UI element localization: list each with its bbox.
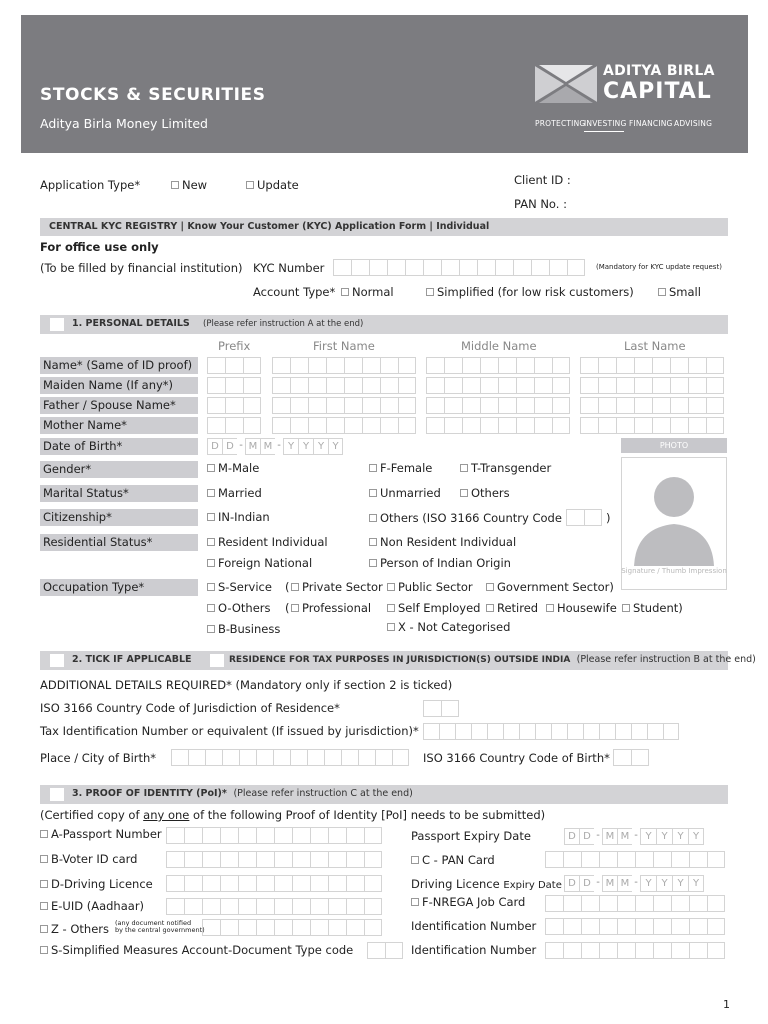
checkbox-pio[interactable] (369, 559, 377, 567)
name-middle-field[interactable] (426, 357, 570, 374)
occupation-not-categorised-option[interactable]: X - Not Categorised (387, 620, 510, 634)
passport-expiry-field[interactable]: D D - M M - Y Y Y Y (564, 828, 704, 845)
brand-logo-icon (535, 65, 597, 103)
column-last-name: Last Name (624, 339, 686, 353)
occupation-professional-option[interactable]: Professional (291, 601, 371, 615)
name-prefix-field[interactable] (207, 357, 261, 374)
marital-unmarried-option[interactable]: Unmarried (369, 486, 441, 500)
passport-number-field[interactable] (166, 827, 382, 844)
checkbox-new[interactable] (171, 181, 179, 189)
checkbox-normal[interactable] (341, 288, 349, 296)
maiden-name-label: Maiden Name (If any*) (40, 377, 198, 394)
poi-voter-option[interactable]: B-Voter ID card (40, 852, 137, 866)
others-note: (any document notified by the central government) (115, 919, 205, 934)
name-first-field[interactable] (272, 357, 416, 374)
checkbox-retired[interactable] (486, 604, 494, 612)
passport-expiry-label: Passport Expiry Date (411, 829, 531, 843)
checkbox-housewife[interactable] (546, 604, 554, 612)
driving-expiry-field[interactable]: D D - M M - Y Y Y Y (564, 875, 704, 892)
occupation-housewife-option[interactable]: Housewife (546, 601, 617, 615)
occupation-others-option[interactable]: O-Others (207, 601, 271, 615)
occupation-business-option[interactable]: B-Business (207, 622, 280, 636)
checkbox-not-categorised[interactable] (387, 623, 395, 631)
mother-first-field[interactable] (272, 417, 416, 434)
checkbox-professional[interactable] (291, 604, 299, 612)
kyc-mandatory-note: (Mandatory for KYC update request) (596, 263, 722, 271)
occupation-retired-option[interactable]: Retired (486, 601, 538, 615)
checkbox-passport[interactable] (40, 830, 48, 838)
nrega-field[interactable] (545, 895, 725, 912)
column-middle-name: Middle Name (461, 339, 537, 353)
tagline-investing: INVESTING (584, 119, 627, 128)
photo-label: PHOTO (621, 438, 727, 453)
checkbox-update[interactable] (246, 181, 254, 189)
checkbox-pan[interactable] (411, 856, 419, 864)
marital-status-label: Marital Status* (40, 485, 198, 502)
financial-institution-note: (To be filled by financial institution) (40, 261, 243, 275)
maiden-first-field[interactable] (272, 377, 416, 394)
checkbox-student[interactable] (622, 604, 630, 612)
occupation-others-open-paren: ( (285, 601, 290, 615)
checkbox-nri[interactable] (369, 538, 377, 546)
pan-label: PAN No. : (514, 197, 567, 211)
application-update-option[interactable]: Update (246, 178, 299, 192)
checkbox-small[interactable] (658, 288, 666, 296)
tin-label: Tax Identification Number or equivalent (If issued by jurisdiction)* (40, 724, 419, 738)
gender-label: Gender* (40, 461, 198, 478)
poi-aadhaar-option[interactable]: E-UID (Aadhaar) (40, 899, 144, 913)
checkbox-female[interactable] (369, 464, 377, 472)
driving-expiry-label: Driving Licence Expiry Date (411, 877, 562, 891)
checkbox-voter[interactable] (40, 855, 48, 863)
checkbox-marital-others[interactable] (460, 489, 468, 497)
poi-nrega-option[interactable]: F-NREGA Job Card (411, 895, 525, 909)
checkbox-transgender[interactable] (460, 464, 468, 472)
simplified-doc-code-field[interactable] (367, 942, 403, 959)
checkbox-married[interactable] (207, 489, 215, 497)
father-middle-field[interactable] (426, 397, 570, 414)
tagline-protecting: PROTECTING (535, 119, 586, 128)
account-normal-option[interactable]: Normal (341, 285, 394, 299)
dob-label: Date of Birth* (40, 438, 198, 455)
identification-number-field-1[interactable] (545, 918, 725, 935)
checkbox-aadhaar[interactable] (40, 902, 48, 910)
section2-title: 2. TICK IF APPLICABLE (72, 654, 192, 665)
poi-intro: (Certified copy of any one of the following Proof of Identity [PoI] needs to be submitted) (40, 808, 546, 822)
place-of-birth-label: Place / City of Birth* (40, 751, 157, 765)
section3-bar (40, 785, 728, 804)
tin-field[interactable] (423, 723, 679, 740)
checkbox-resident[interactable] (207, 538, 215, 546)
identification-number-field-2[interactable] (545, 942, 725, 959)
kyc-number-field[interactable] (333, 259, 585, 276)
additional-details-heading: ADDITIONAL DETAILS REQUIRED* (Mandatory only if section 2 is ticked) (40, 678, 453, 692)
checkbox-business[interactable] (207, 625, 215, 633)
poi-pan-option[interactable]: C - PAN Card (411, 853, 495, 867)
pan-card-field[interactable] (545, 851, 725, 868)
citizenship-country-code-field[interactable] (566, 509, 602, 526)
gender-female-option[interactable]: F-Female (369, 461, 432, 475)
name-label: Name* (Same of ID proof) (40, 357, 198, 374)
checkbox-simplified-measures[interactable] (40, 946, 48, 954)
checkbox-poi-others[interactable] (40, 925, 48, 933)
checkbox-indian[interactable] (207, 513, 215, 521)
checkbox-government[interactable] (486, 583, 494, 591)
mother-last-field[interactable] (580, 417, 724, 434)
iso-residence-field[interactable] (423, 700, 459, 717)
account-small-option[interactable]: Small (658, 285, 701, 299)
application-type-label: Application Type* (40, 178, 141, 192)
citizenship-close-paren: ) (606, 511, 611, 525)
father-prefix-field[interactable] (207, 397, 261, 414)
residential-resident-option[interactable]: Resident Individual (207, 535, 328, 549)
column-first-name: First Name (313, 339, 375, 353)
tagline-financing: FINANCING (629, 119, 673, 128)
occupation-public-option[interactable]: Public Sector (387, 580, 473, 594)
section2-checkbox[interactable] (50, 654, 64, 667)
poi-driving-option[interactable]: D-Driving Licence (40, 877, 153, 891)
iso-birth-label: ISO 3166 Country Code of Birth* (423, 751, 610, 765)
gender-transgender-option[interactable]: T-Transgender (460, 461, 551, 475)
account-simplified-option[interactable]: Simplified (for low risk customers) (426, 285, 634, 299)
header-banner (21, 15, 748, 153)
tagline-underline (584, 131, 624, 132)
occupation-student-option[interactable]: Student) (622, 601, 683, 615)
poi-simplified-option[interactable]: S-Simplified Measures Account-Document Type code (40, 943, 353, 957)
checkbox-unmarried[interactable] (369, 489, 377, 497)
gender-male-option[interactable]: M-Male (207, 461, 259, 475)
citizenship-indian-option[interactable]: IN-Indian (207, 510, 270, 524)
dob-field[interactable]: D D - M M - Y Y Y Y (207, 438, 343, 455)
client-id-label: Client ID : (514, 173, 571, 187)
iso-birth-field[interactable] (613, 749, 649, 766)
place-of-birth-field[interactable] (171, 749, 409, 766)
residential-status-label: Residential Status* (40, 534, 198, 551)
occupation-government-option[interactable]: Government Sector) (486, 580, 614, 594)
poi-others-option[interactable]: Z - Others (40, 922, 109, 936)
section1-title: 1. PERSONAL DETAILS (Please refer instruction A at the end) (72, 318, 364, 329)
marital-married-option[interactable]: Married (207, 486, 262, 500)
section3-title: 3. PROOF OF IDENTITY (PoI)* (Please refer instruction C at the end) (72, 788, 413, 799)
page-number: 1 (723, 998, 730, 1011)
poi-passport-option[interactable]: A-Passport Number (40, 827, 162, 841)
residential-pio-option[interactable]: Person of Indian Origin (369, 556, 511, 570)
voter-id-field[interactable] (166, 851, 382, 868)
maiden-prefix-field[interactable] (207, 377, 261, 394)
mother-name-label: Mother Name* (40, 417, 198, 434)
residence-tax-checkbox[interactable] (210, 654, 224, 667)
tagline-advising: ADVISING (674, 119, 713, 128)
mother-prefix-field[interactable] (207, 417, 261, 434)
person-silhouette-icon (622, 462, 726, 572)
office-use-heading: For office use only (40, 240, 159, 254)
father-spouse-name-label: Father / Spouse Name* (40, 397, 198, 414)
occupation-private-option[interactable]: Private Sector (291, 580, 383, 594)
name-last-field[interactable] (580, 357, 724, 374)
iso-residence-label: ISO 3166 Country Code of Jurisdiction of Residence* (40, 701, 340, 715)
identification-number-label-2: Identification Number (411, 943, 537, 957)
kyc-registry-title: CENTRAL KYC REGISTRY | Know Your Customer (KYC) Application Form | Individual (49, 221, 490, 232)
kyc-registry-bar (40, 218, 728, 236)
residential-foreign-option[interactable]: Foreign National (207, 556, 312, 570)
occupation-service-option[interactable]: S-Service (207, 580, 272, 594)
section1-checkbox[interactable] (50, 318, 64, 331)
section3-checkbox[interactable] (50, 788, 64, 801)
signature-thumb-caption: Signature / Thumb Impression (621, 567, 727, 575)
residence-tax-title: RESIDENCE FOR TAX PURPOSES IN JURISDICTION(S) OUTSIDE INDIA (Please refer instruction B at the end) (229, 654, 756, 665)
mother-middle-field[interactable] (426, 417, 570, 434)
checkbox-service[interactable] (207, 583, 215, 591)
checkbox-public[interactable] (387, 583, 395, 591)
application-new-option[interactable]: New (171, 178, 207, 192)
column-prefix: Prefix (218, 339, 251, 353)
header-title: STOCKS & SECURITIES (40, 85, 266, 105)
citizenship-label: Citizenship* (40, 509, 198, 526)
checkbox-citizenship-others[interactable] (369, 514, 377, 522)
citizenship-others-option[interactable]: Others (ISO 3166 Country Code (369, 511, 562, 525)
brand-name-line1: ADITYA BIRLA (603, 63, 715, 79)
father-first-field[interactable] (272, 397, 416, 414)
aadhaar-field[interactable] (166, 898, 382, 915)
brand-name-line2: CAPITAL (603, 79, 712, 104)
section1-bar (40, 315, 728, 334)
header-subtitle: Aditya Birla Money Limited (40, 116, 208, 131)
occupation-type-label: Occupation Type* (40, 579, 198, 596)
checkbox-male[interactable] (207, 464, 215, 472)
maiden-last-field[interactable] (580, 377, 724, 394)
section2-bar (40, 651, 756, 670)
checkbox-simplified[interactable] (426, 288, 434, 296)
others-field[interactable] (202, 919, 382, 936)
checkbox-driving[interactable] (40, 880, 48, 888)
occupation-service-open-paren: ( (285, 580, 290, 594)
checkbox-private[interactable] (291, 583, 299, 591)
marital-others-option[interactable]: Others (460, 486, 510, 500)
kyc-number-label: KYC Number (253, 261, 325, 275)
account-type-label: Account Type* (253, 285, 336, 299)
residential-nri-option[interactable]: Non Resident Individual (369, 535, 516, 549)
father-last-field[interactable] (580, 397, 724, 414)
checkbox-occupation-others[interactable] (207, 604, 215, 612)
checkbox-nrega[interactable] (411, 898, 419, 906)
checkbox-foreign[interactable] (207, 559, 215, 567)
identification-number-label-1: Identification Number (411, 919, 537, 933)
checkbox-self-employed[interactable] (387, 604, 395, 612)
maiden-middle-field[interactable] (426, 377, 570, 394)
driving-licence-field[interactable] (166, 875, 382, 892)
occupation-self-employed-option[interactable]: Self Employed (387, 601, 480, 615)
